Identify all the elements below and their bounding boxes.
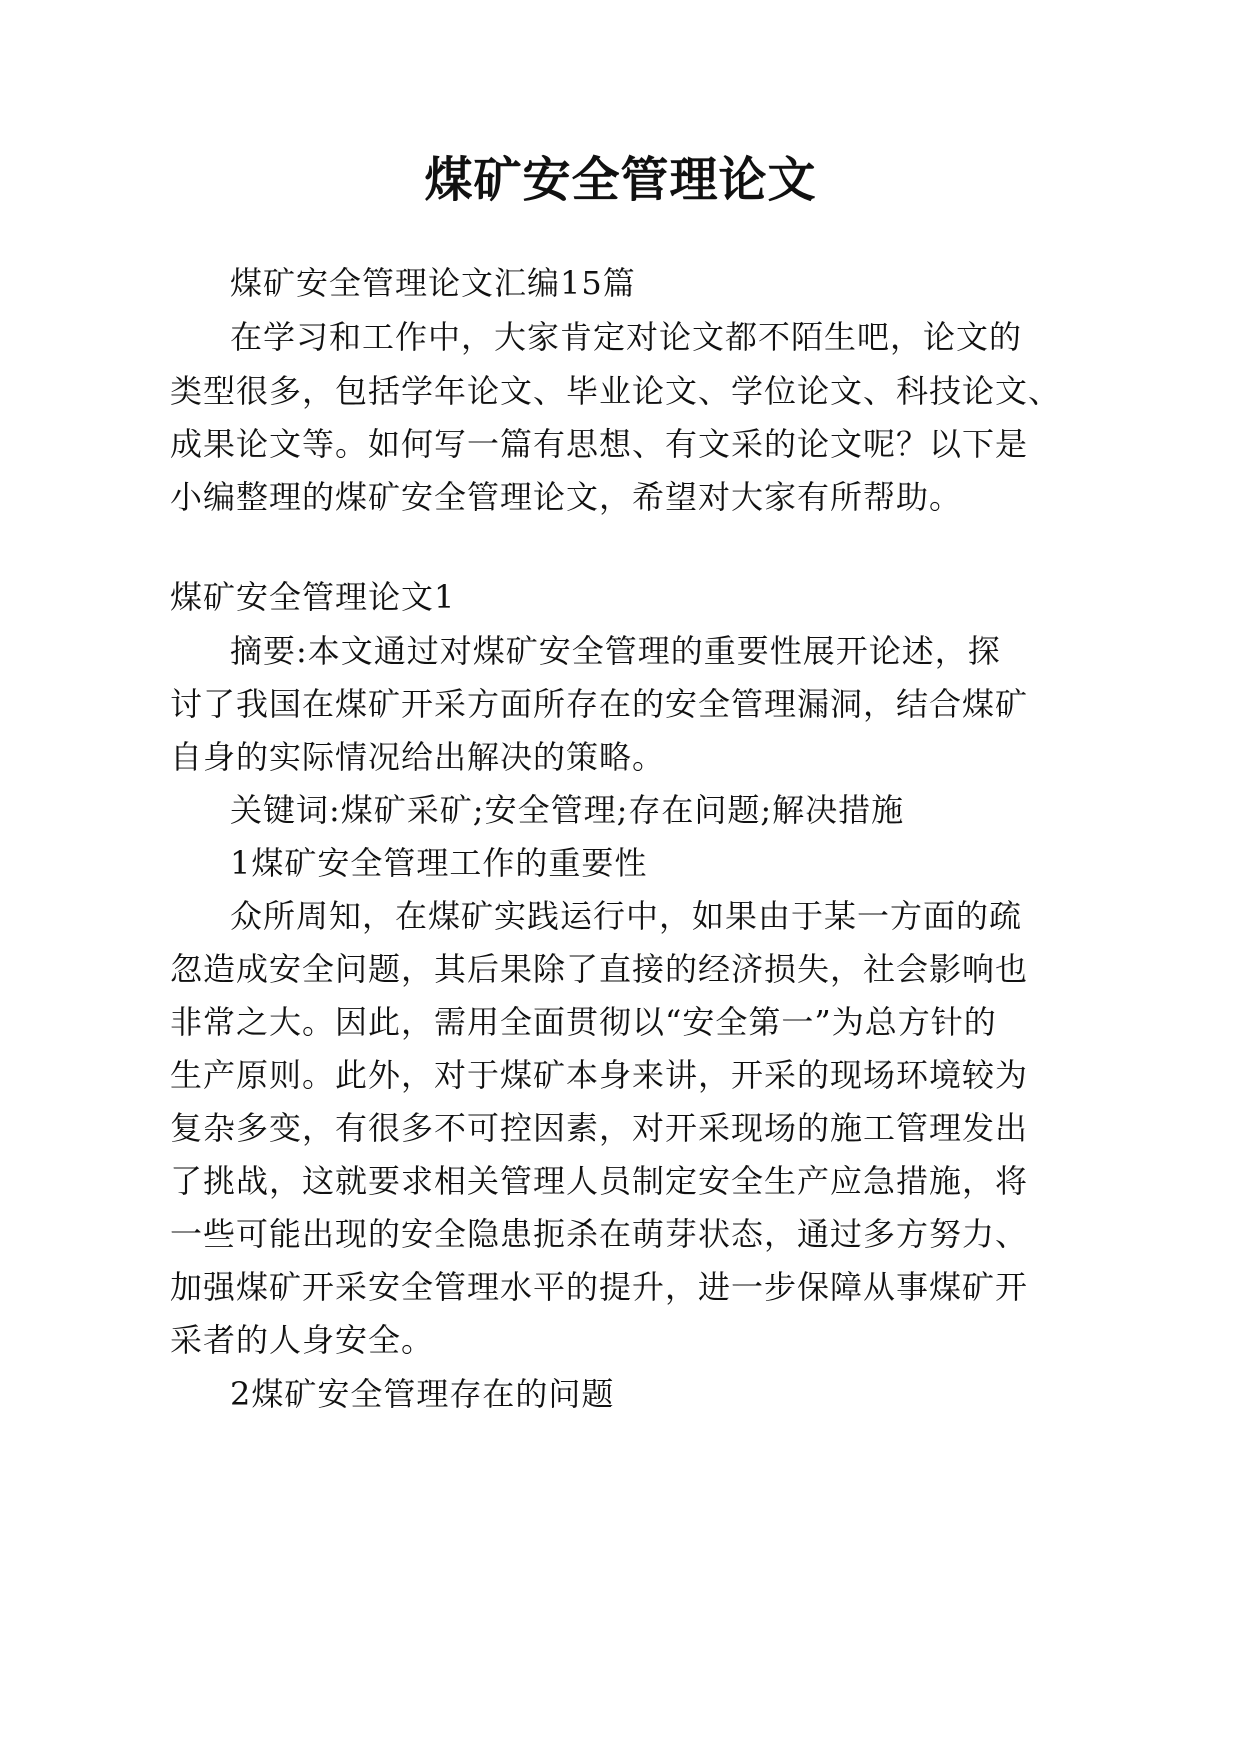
heading-2: 2煤矿安全管理存在的问题 [230, 1375, 615, 1413]
document-title: 煤矿安全管理论文 [424, 152, 817, 208]
body-1-line-7: 一些可能出现的安全隐患扼杀在萌芽状态，通过多方努力、 [170, 1215, 1029, 1253]
intro-line-4: 小编整理的煤矿安全管理论文，希望对大家有所帮助。 [170, 478, 963, 516]
body-1-line-1: 众所周知，在煤矿实践运行中，如果由于某一方面的疏 [230, 897, 1023, 935]
body-1-line-3: 非常之大。因此，需用全面贯彻以“安全第一”为总方针的 [170, 1003, 997, 1041]
body-1-line-4: 生产原则。此外，对于煤矿本身来讲，开采的现场环境较为 [170, 1056, 1029, 1094]
subtitle: 煤矿安全管理论文汇编15篇 [230, 264, 636, 302]
body-1-line-6: 了挑战，这就要求相关管理人员制定安全生产应急措施，将 [170, 1162, 1029, 1200]
section-heading: 煤矿安全管理论文1 [170, 578, 456, 616]
keywords: 关键词:煤矿采矿;安全管理;存在问题;解决措施 [230, 791, 905, 829]
body-1-line-8: 加强煤矿开采安全管理水平的提升，进一步保障从事煤矿开 [170, 1268, 1029, 1306]
abstract-line-1: 摘要:本文通过对煤矿安全管理的重要性展开论述，探 [230, 632, 1001, 670]
body-1-line-2: 忽造成安全问题，其后果除了直接的经济损失，社会影响也 [170, 950, 1029, 988]
body-1-line-5: 复杂多变，有很多不可控因素，对开采现场的施工管理发出 [170, 1109, 1029, 1147]
intro-line-3: 成果论文等。如何写一篇有思想、有文采的论文呢？以下是 [170, 425, 1029, 463]
abstract-line-2: 讨了我国在煤矿开采方面所存在的安全管理漏洞，结合煤矿 [170, 685, 1029, 723]
heading-1: 1煤矿安全管理工作的重要性 [230, 844, 648, 882]
intro-line-2: 类型很多，包括学年论文、毕业论文、学位论文、科技论文、 [170, 372, 1062, 410]
intro-line-1: 在学习和工作中，大家肯定对论文都不陌生吧，论文的 [230, 318, 1023, 356]
body-1-line-9: 采者的人身安全。 [170, 1321, 435, 1359]
abstract-line-3: 自身的实际情况给出解决的策略。 [170, 738, 666, 776]
